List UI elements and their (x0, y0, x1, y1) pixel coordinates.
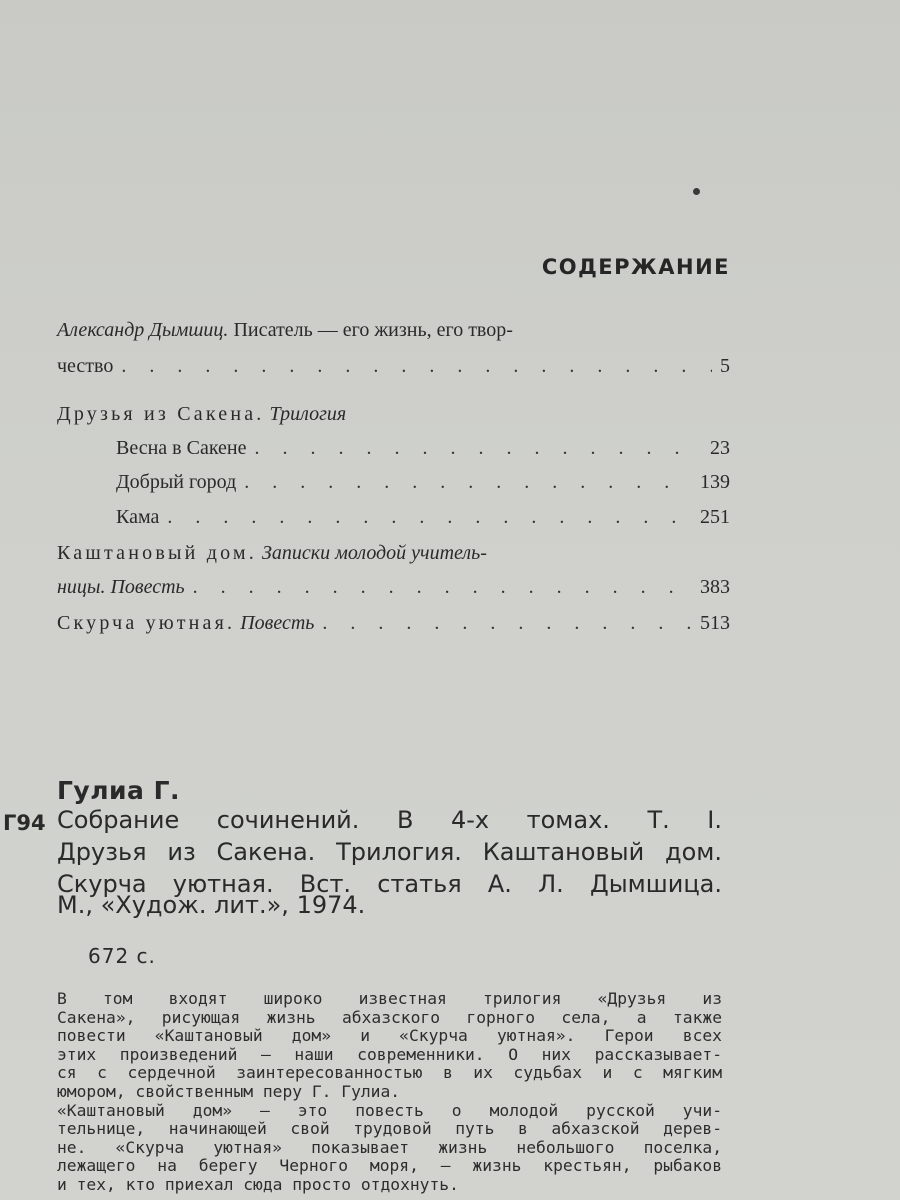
catalog-line-3: Скурча уютная. Вст. статья А. Л. Дымшица. (57, 870, 722, 898)
toc-leader (121, 354, 712, 378)
toc-part-1 (116, 436, 730, 460)
toc-leader (193, 575, 692, 599)
toc-entry-2-heading (57, 402, 346, 426)
catalog-annotation (57, 990, 722, 1195)
catalog-code: Г94 (3, 811, 46, 835)
catalog-line-4: М., «Худож. лит.», 1974. (57, 891, 366, 919)
toc-part-2-title: Добрый город (116, 471, 237, 493)
ink-dot (693, 188, 700, 195)
toc-entry-4-genre: Повесть (235, 612, 315, 634)
annotation-line: не. «Скурча уютная» показывает жизнь небольшого поселка, (57, 1137, 722, 1157)
toc-entry-3-page: 383 (700, 576, 730, 598)
annotation-line: ся с сердечной заинтересованностью в их судьбах и с мягким (57, 1063, 722, 1083)
annotation-paragraph-1 (57, 990, 722, 1102)
toc-entry-4-title: Скурча уютная. (57, 612, 236, 634)
toc-part-2-page: 139 (700, 471, 730, 493)
toc-entry-3-subtitle-cont: ницы. Повесть (57, 576, 185, 598)
toc-entry-3-line2 (57, 575, 730, 599)
catalog-line-1: Собрание сочинений. В 4-х томах. Т. I. (57, 806, 722, 834)
toc-leader (255, 436, 702, 460)
toc-part-3 (116, 505, 730, 529)
toc-entry-1-title: Писатель — его жизнь, его твор- (228, 319, 513, 341)
annotation-line: тельнице, начинающей свой трудовой путь в абхазской дерев- (57, 1119, 722, 1139)
annotation-line: «Каштановый дом» — это повесть о молодой русской учи- (57, 1100, 722, 1120)
toc-entry-3-subtitle: Записки молодой учитель- (256, 542, 487, 564)
toc-part-3-page: 251 (700, 506, 730, 528)
catalog-author: Гулиа Г. (57, 776, 181, 805)
catalog-line-2: Друзья из Сакена. Трилогия. Каштановый дом. (57, 838, 722, 866)
catalog-pages: 672 с. (88, 944, 156, 968)
annotation-line: Сакена», рисующая жизнь абхазского горного села, а также (57, 1007, 722, 1027)
contents-title: СОДЕРЖАНИЕ (541, 255, 730, 279)
annotation-line: юмором, свойственным перу Г. Гулиа. (57, 1081, 401, 1101)
toc-leader (322, 611, 692, 635)
annotation-line: лежащего на берегу Черного моря, — жизнь крестьян, рыбаков (57, 1156, 722, 1176)
toc-entry-1-line1 (57, 318, 513, 342)
toc-entry-2-title: Друзья из Сакена. (57, 403, 265, 425)
toc-leader (244, 470, 692, 494)
toc-entry-3-title: Каштановый дом. (57, 542, 257, 564)
toc-entry-2-genre: Трилогия (264, 403, 347, 425)
toc-part-1-title: Весна в Сакене (116, 437, 247, 459)
toc-leader (167, 505, 692, 529)
toc-part-3-title: Кама (116, 506, 160, 528)
toc-entry-1-line2 (57, 354, 730, 378)
annotation-line: повести «Каштановый дом» и «Скурча уютная». Герои всех (57, 1026, 722, 1046)
toc-entry-1-page: 5 (720, 355, 730, 377)
annotation-paragraph-2 (57, 1102, 722, 1195)
toc-entry-4-page: 513 (700, 612, 730, 634)
toc-entry-4 (57, 611, 730, 635)
annotation-line: и тех, кто приехал сюда просто отдохнуть. (57, 1174, 459, 1194)
toc-part-1-page: 23 (710, 437, 730, 459)
annotation-line: этих произведений — наши современники. О них рассказывает- (57, 1044, 722, 1064)
toc-entry-1-title-cont: чество (57, 355, 114, 377)
toc-entry-1-author: Александр Дымшиц. (57, 319, 229, 341)
toc-entry-3-line1 (57, 541, 487, 565)
annotation-line: В том входят широко известная трилогия «Друзья из (57, 989, 722, 1008)
toc-part-2 (116, 470, 730, 494)
